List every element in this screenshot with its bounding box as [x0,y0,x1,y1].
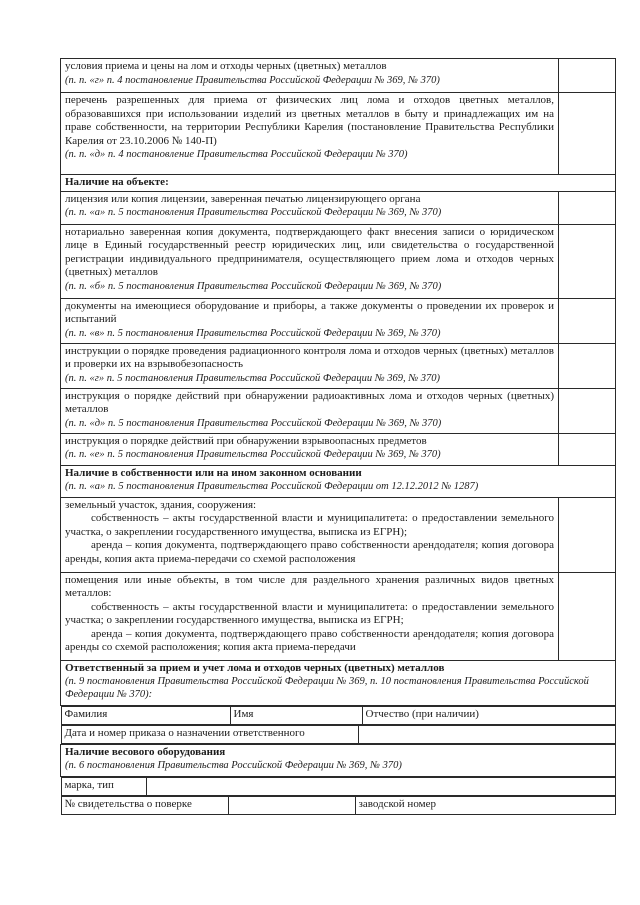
table-row [61,224,616,298]
table-row [61,497,616,572]
item-text: инструкция о порядке действий при обнаружении взрывоопасных предметов [65,434,427,447]
section-header-row [61,175,616,192]
legal-reference: (п. п. «в» п. 5 постановления Правительства Российской Федерации № 369, № 370) [65,327,441,339]
row-text [61,191,559,224]
item-text: аренда – копия документа, подтверждающего право собственности арендодателя; копия договора аренды со схемой расположения; копия акта приема-передачи [65,627,554,653]
check-cell[interactable] [559,572,616,660]
name-fields [61,706,616,725]
row-text [61,224,559,298]
section-title: Наличие в собственности или на ином законном основании [65,466,362,479]
item-text: условия приема и цены на лом и отходы черных (цветных) металлов [65,60,387,72]
legal-reference: (п. 6 постановления Правительства Российской Федерации № 369, № 370) [65,760,402,771]
legal-reference: (п. п. «д» п. 4 постановление Правительства Российской Федерации № 370) [65,149,408,160]
name-fields-cell [61,705,616,725]
check-cell[interactable] [559,497,616,572]
brand-label: марка, тип [61,777,146,795]
section-title: Ответственный за прием и учет лома и отходов черных (цветных) металлов [65,661,445,674]
table-row [61,298,616,343]
section-header: Наличие на объекте: [61,175,616,192]
item-text: лицензия или копия лицензии, заверенная печатью лицензирующего органа [65,192,421,205]
section-header [61,744,616,776]
name-field[interactable]: Имя [230,706,362,724]
table-row [61,725,616,745]
row-text [61,433,559,465]
check-cell[interactable] [559,191,616,224]
item-text: перечень разрешенных для приема от физических лиц лома и отходов цветных металлов, образовавшихся при использовании изделий из цветных металлов в быту и принадлежащих им на праве собственности, на территории Республики Карелия (постановление Правительства Республики Карелия от 23.10.2006 № 140-П) [65,94,554,147]
check-cell[interactable] [559,343,616,388]
serial-field[interactable]: заводской номер [355,796,615,814]
table-row [61,93,616,175]
check-cell[interactable] [559,59,616,93]
brand-fields [61,777,616,796]
table-row [61,705,616,725]
item-text: собственность – акты государственной власти и муниципалитета: о предоставлении земельного участка, о закреплении государственного имущества, выписка из ЕГРН); [65,512,554,538]
table-row [61,433,616,465]
item-text: нотариально заверенная копия документа, подтверждающего факт внесения записи о юридическом лице в Единый государственный реестр юридических лиц, или свидетельства о государственной регистрации индивидуального предпринимателя, осуществляющего прием лома и отходов черных (цветных) металлов [65,225,554,278]
section-header-row [61,660,616,705]
legal-reference: (п. п. «а» п. 5 постановления Правительства Российской Федерации № 369, № 370) [65,207,442,218]
table-row [61,776,616,796]
section-header [61,660,616,705]
row-text [61,572,559,660]
table-row [61,388,616,433]
table-row [61,796,616,815]
legal-reference: (п. 9 постановления Правительства Российской Федерации № 369, п. 10 постановления Правительства Российской Федерации № 370): [65,676,589,700]
row-text [61,93,559,175]
legal-reference: (п. п. «д» п. 5 постановления Правительства Российской Федерации № 369, № 370) [65,417,442,429]
item-text: инструкция о порядке действий при обнаружении радиоактивных лома и отходов черных (цветных) металлов [65,389,554,415]
item-text: земельный участок, здания, сооружения: [65,498,257,511]
table-row [61,59,616,93]
legal-reference: (п. п. «г» п. 5 постановления Правительства Российской Федерации № 369, № 370) [65,372,441,384]
table-row [61,572,616,660]
table-row [61,343,616,388]
check-cell[interactable] [559,298,616,343]
order-field-cell [61,725,616,745]
table-row [61,191,616,224]
order-label: Дата и номер приказа о назначении ответственного [61,725,358,743]
section-header-row [61,744,616,776]
patronymic-field[interactable]: Отчество (при наличии) [362,706,615,724]
item-text: инструкции о порядке проведения радиационного контроля лома и отходов черных (цветных) металлов и проверки их на взрывобезопасность [65,344,554,370]
row-text [61,497,559,572]
order-value-field[interactable] [358,725,615,743]
legal-reference: (п. п. «г» п. 4 постановление Правительства Российской Федерации № 369, № 370) [65,74,440,86]
row-text [61,343,559,388]
surname-field[interactable]: Фамилия [61,706,230,724]
cert-value-field[interactable] [228,796,355,814]
cert-fields [61,796,616,815]
section-header-row [61,465,616,497]
check-cell[interactable] [559,224,616,298]
brand-value-field[interactable] [146,777,615,795]
checklist-table-container [60,58,616,815]
section-title: Наличие весового оборудования [65,745,226,758]
section-header [61,465,616,497]
item-text: аренда – копия документа, подтверждающего право собственности арендодателя; копия договора аренды, копия акта приема-передачи со схемой расположения [65,539,554,565]
row-text [61,388,559,433]
check-cell[interactable] [559,433,616,465]
brand-field-cell [61,776,616,796]
cert-field-cell [61,796,616,815]
check-cell[interactable] [559,93,616,175]
order-fields [61,725,616,744]
item-text: документы на имеющиеся оборудование и приборы, а также документы о проведении их проверок и испытаний [65,299,554,325]
legal-reference: (п. п. «а» п. 5 постановления Правительства Российской Федерации от 12.12.2012 № 1287) [65,481,479,492]
legal-reference: (п. п. «б» п. 5 постановления Правительства Российской Федерации № 369, № 370) [65,280,442,292]
legal-reference: (п. п. «е» п. 5 постановления Правительства Российской Федерации № 369, № 370) [65,449,441,460]
row-text [61,59,559,93]
cert-label: № свидетельства о поверке [61,796,228,814]
row-text [61,298,559,343]
check-cell[interactable] [559,388,616,433]
item-text: помещения или иные объекты, в том числе для раздельного хранения различных видов цветных металлов: [65,573,554,599]
item-text: собственность – акты государственной власти и муниципалитета: о предоставлении земельного участка; о закреплении государственного имущества, выписка из ЕГРН; [65,600,554,626]
checklist-table [60,58,616,815]
